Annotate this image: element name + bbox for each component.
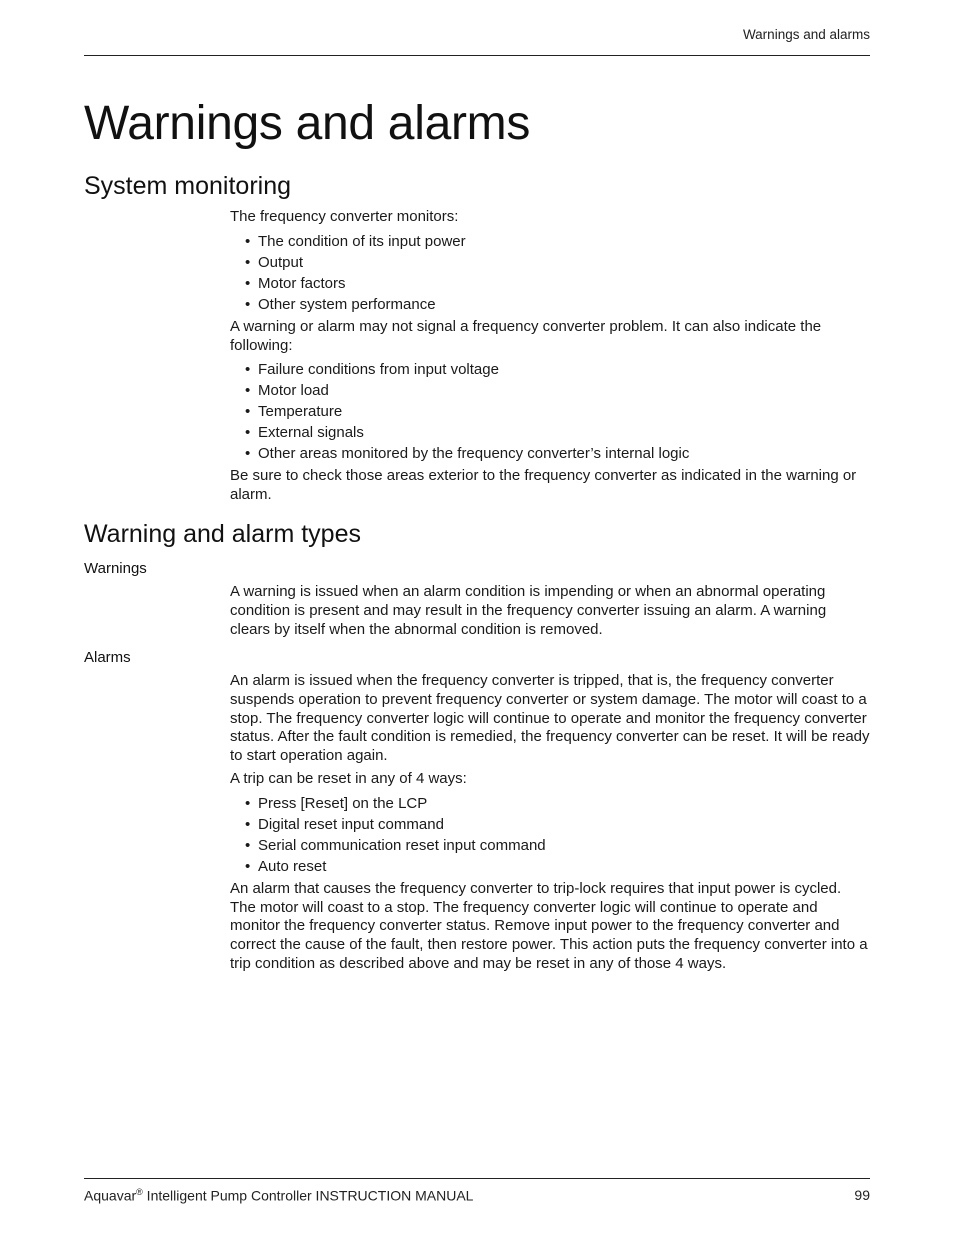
list-item: • Press [Reset] on the LCP [230, 793, 870, 814]
footer-divider [84, 1178, 870, 1179]
alarm-issued-paragraph: An alarm is issued when the frequency converter is tripped, that is, the frequency converter suspends operation to prevent frequency converter or system damage. The motor will coast to a stop. The frequency converter logic will continue to operate and monitor the frequency converter status. After the fault condition is remedied, the frequency converter can be reset. It will be ready to start operation again. [230, 672, 870, 765]
footer-brand: Aquavar [84, 1187, 137, 1204]
footer-title-text: Intelligent Pump Controller INSTRUCTION MANUAL [142, 1187, 474, 1204]
header-divider [84, 55, 870, 56]
footer-manual-title [84, 1187, 473, 1204]
reset-ways-list [230, 793, 870, 877]
list-item: • Motor load [230, 380, 870, 401]
list-item: • Motor factors [230, 273, 870, 294]
list-item: • Output [230, 252, 870, 273]
page-number: 99 [854, 1187, 870, 1203]
reset-intro: A trip can be reset in any of 4 ways: [230, 769, 467, 787]
warnings-body [230, 583, 870, 643]
registered-mark: ® [136, 1187, 143, 1197]
list-item: • Digital reset input command [230, 814, 870, 835]
indication-paragraph: A warning or alarm may not signal a frequency converter problem. It can also indicate the following: [230, 317, 822, 354]
system-monitoring-body [230, 208, 870, 509]
list-item: • Auto reset [230, 856, 870, 877]
section-heading-system-monitoring: System monitoring [84, 172, 292, 200]
warnings-paragraph: A warning is issued when an alarm condition is impending or when an abnormal operating condition is present and may result in the frequency converter issuing an alarm. A warning clears by itself when the abnormal condition is removed. [230, 583, 827, 638]
alarms-body [230, 672, 870, 978]
monitored-list [230, 231, 870, 315]
list-item: • Failure conditions from input voltage [230, 359, 870, 380]
subheading-warnings: Warnings [84, 560, 147, 577]
trip-lock-paragraph: An alarm that causes the frequency converter to trip-lock requires that input power is cycled. The motor will coast to a stop. The frequency converter logic will continue to operate and monitor the frequency converter status. Remove input power to the frequency converter and correct the cause of the fault, then restore power. This action puts the frequency converter into a trip condition as described above and may be reset in any of those 4 ways. [230, 879, 868, 972]
section-heading-warning-alarm-types: Warning and alarm types [84, 520, 361, 548]
list-item: • Serial communication reset input command [230, 835, 870, 856]
subheading-alarms: Alarms [84, 649, 131, 666]
running-header: Warnings and alarms [742, 27, 870, 42]
list-item: • The condition of its input power [230, 231, 870, 252]
page-title: Warnings and alarms [84, 97, 531, 150]
monitors-intro: The frequency converter monitors: [230, 208, 459, 225]
list-item: • Temperature [230, 401, 870, 422]
list-item: • Other areas monitored by the frequency converter’s internal logic [230, 443, 870, 464]
indications-list [230, 359, 870, 464]
list-item: • External signals [230, 422, 870, 443]
list-item: • Other system performance [230, 294, 870, 315]
exterior-check-paragraph: Be sure to check those areas exterior to the frequency converter as indicated in the warning or alarm. [230, 467, 857, 504]
